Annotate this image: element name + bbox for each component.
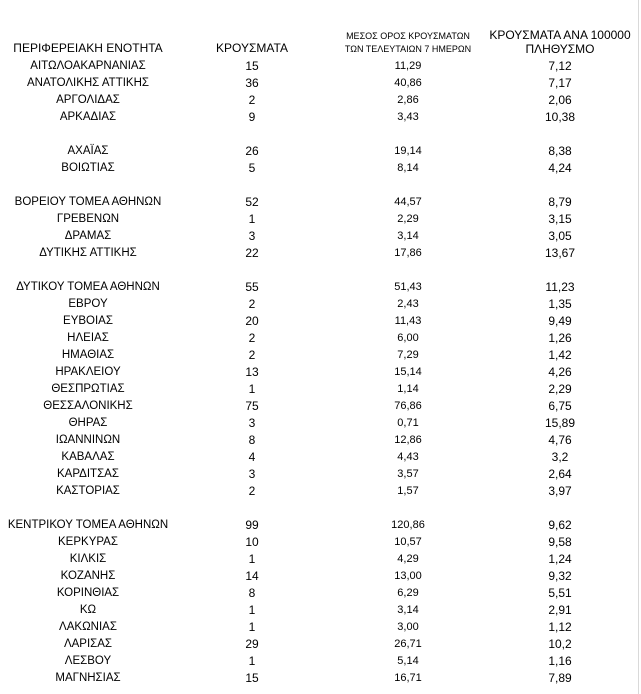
per-100k-cell: 6,75	[548, 399, 572, 413]
region-cell: ΒΟΡΕΙΟΥ ΤΟΜΕΑ ΑΘΗΝΩΝ	[14, 196, 162, 208]
cases-cell: 1	[248, 382, 256, 396]
cases-cell: 20	[245, 314, 259, 328]
header-avg-line2: ΤΩΝ ΤΕΛΕΥΤΑΙΩΝ 7 ΗΜΕΡΩΝ	[344, 44, 472, 54]
avg-7-days-cell: 1,14	[397, 383, 419, 395]
table-row	[0, 75, 641, 92]
region-cell: ΚΙΛΚΙΣ	[69, 553, 107, 565]
per-100k-cell: 1,16	[548, 654, 572, 668]
avg-7-days-cell: 16,71	[394, 672, 422, 684]
avg-7-days-cell: 5,14	[397, 655, 419, 667]
region-cell: ΑΝΑΤΟΛΙΚΗΣ ΑΤΤΙΚΗΣ	[26, 77, 149, 89]
region-cell: ΘΗΡΑΣ	[68, 417, 108, 429]
avg-7-days-cell: 4,43	[397, 451, 419, 463]
per-100k-cell: 9,58	[548, 535, 572, 549]
avg-7-days-cell: 1,57	[397, 485, 419, 497]
cases-cell: 1	[248, 212, 256, 226]
cases-cell: 2	[248, 484, 256, 498]
avg-7-days-cell: 3,57	[397, 468, 419, 480]
table-row	[0, 551, 641, 568]
avg-7-days-cell: 0,71	[397, 417, 419, 429]
cases-cell: 3	[248, 229, 256, 243]
avg-7-days-cell: 3,14	[397, 604, 419, 616]
cases-cell: 1	[248, 654, 256, 668]
header-cases: ΚΡΟΥΣΜΑΤΑ	[216, 41, 288, 55]
table-row	[0, 653, 641, 670]
per-100k-cell: 1,12	[548, 620, 572, 634]
avg-7-days-cell: 3,43	[397, 111, 419, 123]
table-row	[0, 568, 641, 585]
table-row	[0, 585, 641, 602]
table-row	[0, 330, 641, 347]
cases-cell: 99	[245, 518, 259, 532]
cases-cell: 14	[245, 569, 259, 583]
cases-cell: 2	[248, 297, 256, 311]
table-row	[0, 415, 641, 432]
region-cell: ΑΧΑΪΑΣ	[67, 145, 109, 157]
table-row	[0, 534, 641, 551]
region-cell: ΚΟΖΑΝΗΣ	[60, 570, 116, 582]
table-row	[0, 432, 641, 449]
cases-cell: 8	[248, 433, 256, 447]
cases-cell: 26	[245, 144, 259, 158]
per-100k-cell: 1,35	[548, 297, 572, 311]
table-row	[0, 670, 641, 687]
avg-7-days-cell: 15,14	[394, 366, 422, 378]
region-cell: ΚΩ	[79, 604, 97, 616]
table-row	[0, 211, 641, 228]
avg-7-days-cell: 6,00	[397, 332, 419, 344]
table-row	[0, 381, 641, 398]
region-cell: ΑΡΓΟΛΙΔΑΣ	[56, 94, 120, 106]
table-row	[0, 109, 641, 126]
per-100k-cell: 1,42	[548, 348, 572, 362]
cases-cell: 2	[248, 93, 256, 107]
region-cell: ΗΡΑΚΛΕΙΟΥ	[55, 366, 121, 378]
per-100k-cell: 1,26	[548, 331, 572, 345]
region-cell: ΛΕΣΒΟΥ	[64, 655, 112, 667]
per-100k-cell: 4,76	[548, 433, 572, 447]
avg-7-days-cell: 2,86	[397, 94, 419, 106]
region-cell: ΕΒΡΟΥ	[68, 298, 108, 310]
cases-cell: 9	[248, 110, 256, 124]
avg-7-days-cell: 19,14	[394, 145, 422, 157]
table-row	[0, 228, 641, 245]
per-100k-cell: 8,38	[548, 144, 572, 158]
region-cell: ΑΡΚΑΔΙΑΣ	[59, 111, 117, 123]
per-100k-cell: 9,49	[548, 314, 572, 328]
per-100k-cell: 9,32	[548, 569, 572, 583]
cases-cell: 3	[248, 416, 256, 430]
table-row	[0, 619, 641, 636]
per-100k-cell: 1,24	[548, 552, 572, 566]
table-row	[0, 347, 641, 364]
per-100k-cell: 9,62	[548, 518, 572, 532]
per-100k-cell: 7,17	[548, 76, 572, 90]
cases-cell: 55	[245, 280, 259, 294]
table-row	[0, 364, 641, 381]
per-100k-cell: 4,24	[548, 161, 572, 175]
header-avg-line1: ΜΕΣΟΣ ΟΡΟΣ ΚΡΟΥΣΜΑΤΩΝ	[346, 31, 470, 41]
table-row	[0, 636, 641, 653]
avg-7-days-cell: 6,29	[397, 587, 419, 599]
cases-cell: 15	[245, 671, 259, 685]
table-row	[0, 517, 641, 534]
cases-cell: 36	[245, 76, 259, 90]
avg-7-days-cell: 2,29	[397, 213, 419, 225]
region-cell: ΓΡΕΒΕΝΩΝ	[56, 213, 120, 225]
region-cell: ΔΥΤΙΚΗΣ ΑΤΤΙΚΗΣ	[39, 247, 137, 259]
avg-7-days-cell: 7,29	[397, 349, 419, 361]
per-100k-cell: 5,51	[548, 586, 572, 600]
cases-cell: 75	[245, 399, 259, 413]
region-cell: ΔΥΤΙΚΟΥ ΤΟΜΕΑ ΑΘΗΝΩΝ	[16, 281, 160, 293]
table-row	[0, 194, 641, 211]
cases-cell: 29	[245, 637, 259, 651]
region-cell: ΘΕΣΠΡΩΤΙΑΣ	[51, 383, 125, 395]
header-cases-per-100k	[478, 28, 641, 56]
cases-cell: 2	[248, 348, 256, 362]
region-cell: ΔΡΑΜΑΣ	[64, 230, 112, 242]
avg-7-days-cell: 51,43	[394, 281, 422, 293]
per-100k-cell: 2,06	[548, 93, 572, 107]
table-row	[0, 245, 641, 262]
avg-7-days-cell: 10,57	[394, 536, 422, 548]
avg-7-days-cell: 11,43	[394, 315, 422, 327]
per-100k-cell: 3,97	[548, 484, 572, 498]
cases-cell: 4	[248, 450, 256, 464]
cases-cell: 3	[248, 467, 256, 481]
cases-cell: 13	[245, 365, 259, 379]
per-100k-cell: 4,26	[548, 365, 572, 379]
per-100k-cell: 11,23	[545, 280, 575, 294]
per-100k-cell: 8,79	[548, 195, 572, 209]
avg-7-days-cell: 17,86	[394, 247, 422, 259]
per-100k-cell: 15,89	[544, 416, 576, 430]
region-cell: ΘΕΣΣΑΛΟΝΙΚΗΣ	[43, 400, 133, 412]
region-cell: ΛΑΡΙΣΑΣ	[63, 638, 113, 650]
avg-7-days-cell: 13,00	[394, 570, 422, 582]
cases-cell: 1	[248, 552, 256, 566]
cases-cell: 15	[245, 59, 259, 73]
per-100k-cell: 10,38	[544, 110, 576, 124]
header-avg-7-days	[330, 30, 486, 56]
region-cell: ΗΜΑΘΙΑΣ	[61, 349, 115, 361]
cases-cell: 8	[248, 586, 256, 600]
region-cell: ΙΩΑΝΝΙΝΩΝ	[55, 434, 121, 446]
per-100k-cell: 2,29	[548, 382, 572, 396]
per-100k-cell: 7,12	[548, 59, 572, 73]
cases-cell: 1	[248, 603, 256, 617]
header-per100k-line2: ΠΛΗΘΥΣΜΟ	[525, 42, 595, 56]
avg-7-days-cell: 4,29	[397, 553, 419, 565]
avg-7-days-cell: 8,14	[397, 162, 419, 174]
table-row	[0, 398, 641, 415]
avg-7-days-cell: 2,43	[397, 298, 419, 310]
cases-cell: 22	[245, 246, 259, 260]
avg-7-days-cell: 76,86	[394, 400, 422, 412]
avg-7-days-cell: 3,14	[397, 230, 419, 242]
table-row	[0, 58, 641, 75]
header-region: ΠΕΡΙΦΕΡΕΙΑΚΗ ΕΝΟΤΗΤΑ	[13, 41, 163, 55]
avg-7-days-cell: 3,00	[397, 621, 419, 633]
region-cell: ΚΕΡΚΥΡΑΣ	[58, 536, 118, 548]
avg-7-days-cell: 26,71	[394, 638, 422, 650]
cases-cell: 10	[245, 535, 259, 549]
region-cell: ΕΥΒΟΙΑΣ	[63, 315, 113, 327]
region-cell: ΚΑΣΤΟΡΙΑΣ	[56, 485, 120, 497]
table-row	[0, 296, 641, 313]
region-cell: ΜΑΓΝΗΣΙΑΣ	[55, 672, 121, 684]
table-row	[0, 279, 641, 296]
table-row	[0, 92, 641, 109]
cases-cell: 5	[248, 161, 256, 175]
region-cell: ΒΟΙΩΤΙΑΣ	[61, 162, 115, 174]
region-cell: ΚΑΒΑΛΑΣ	[61, 451, 115, 463]
per-100k-cell: 3,15	[548, 212, 572, 226]
avg-7-days-cell: 11,29	[394, 60, 422, 72]
avg-7-days-cell: 12,86	[394, 434, 422, 446]
region-cell: ΗΛΕΙΑΣ	[67, 332, 109, 344]
cases-cell: 52	[245, 195, 259, 209]
table-row	[0, 466, 641, 483]
per-100k-cell: 3,2	[551, 450, 569, 464]
avg-7-days-cell: 120,86	[391, 519, 425, 531]
avg-7-days-cell: 40,86	[394, 77, 422, 89]
table-row	[0, 143, 641, 160]
cases-cell: 2	[248, 331, 256, 345]
table-row	[0, 483, 641, 500]
region-cell: ΑΙΤΩΛΟΑΚΑΡΝΑΝΙΑΣ	[30, 60, 146, 72]
table-row	[0, 602, 641, 619]
per-100k-cell: 13,67	[544, 246, 576, 260]
region-cell: ΚΕΝΤΡΙΚΟΥ ΤΟΜΕΑ ΑΘΗΝΩΝ	[7, 519, 169, 531]
per-100k-cell: 7,89	[548, 671, 572, 685]
per-100k-cell: 2,91	[548, 603, 572, 617]
region-cell: ΚΟΡΙΝΘΙΑΣ	[56, 587, 120, 599]
table-row	[0, 160, 641, 177]
table-row	[0, 313, 641, 330]
avg-7-days-cell: 44,57	[394, 196, 422, 208]
region-cell: ΚΑΡΔΙΤΣΑΣ	[57, 468, 119, 480]
per-100k-cell: 2,64	[548, 467, 572, 481]
header-per100k-line1: ΚΡΟΥΣΜΑΤΑ ΑΝΑ 100000	[489, 28, 631, 42]
table-row	[0, 449, 641, 466]
per-100k-cell: 10,2	[548, 637, 572, 651]
region-cell: ΛΑΚΩΝΙΑΣ	[59, 621, 117, 633]
cases-cell: 1	[248, 620, 256, 634]
per-100k-cell: 3,05	[548, 229, 572, 243]
